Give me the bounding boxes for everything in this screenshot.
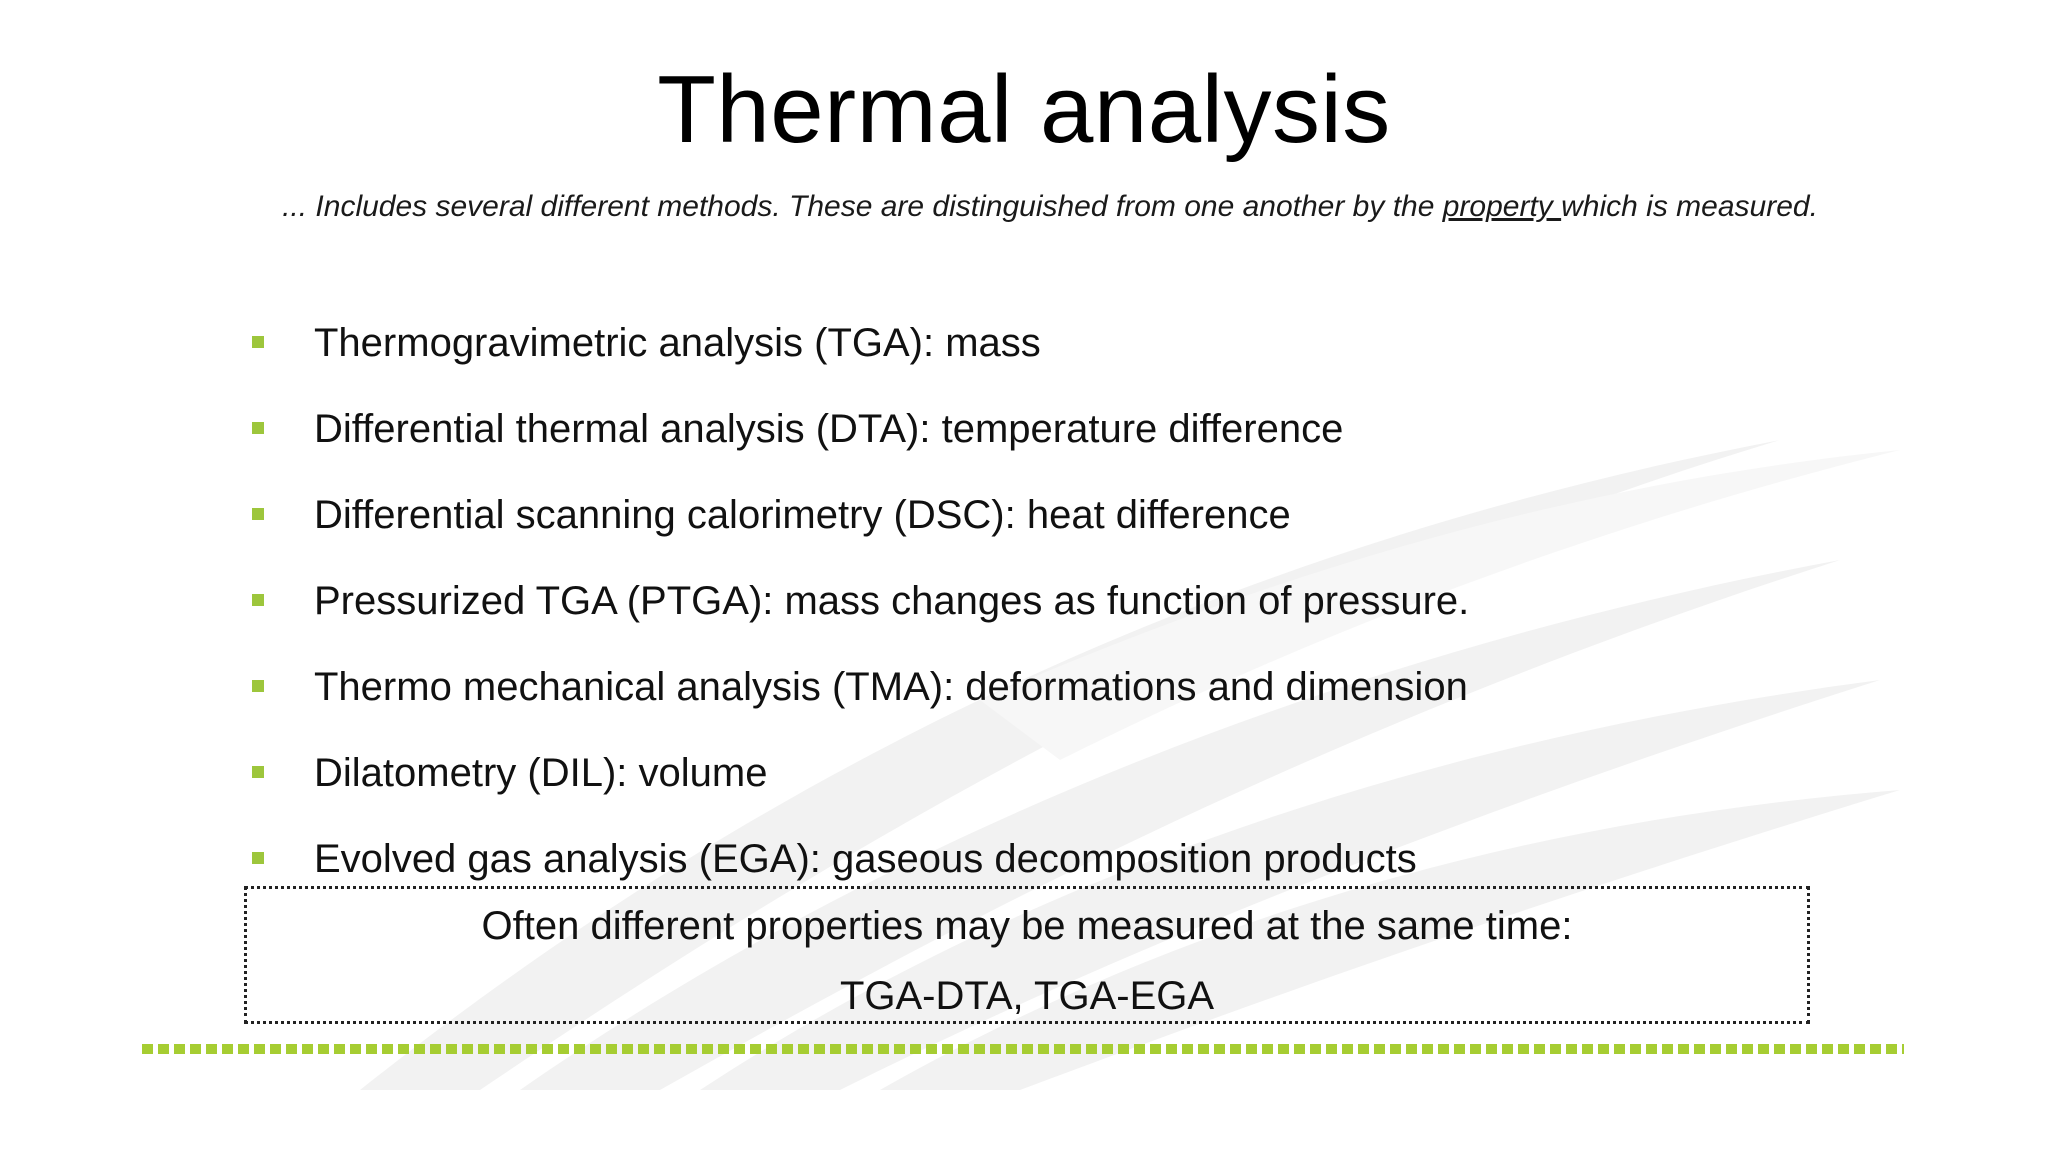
note-text: Often different properties may be measured at the same time: <box>481 904 1573 948</box>
method-text: Thermo mechanical analysis (TMA): deformations and dimension <box>314 665 1468 709</box>
method-text: Thermogravimetric analysis (TGA): mass <box>314 321 1041 365</box>
square-bullet-icon <box>252 594 264 606</box>
method-text: Pressurized TGA (PTGA): mass changes as function of pressure. <box>314 579 1470 623</box>
method-text: Differential thermal analysis (DTA): temperature difference <box>314 407 1344 451</box>
list-item <box>248 558 1848 644</box>
method-text: Dilatometry (DIL): volume <box>314 751 768 795</box>
slide-title: Thermal analysis <box>657 56 1391 163</box>
square-bullet-icon <box>252 852 264 864</box>
list-item <box>248 386 1848 472</box>
method-list <box>248 300 1848 902</box>
footer-dotted-divider <box>142 1044 1904 1054</box>
square-bullet-icon <box>252 422 264 434</box>
list-item <box>248 472 1848 558</box>
square-bullet-icon <box>252 508 264 520</box>
method-text: Differential scanning calorimetry (DSC): heat difference <box>314 493 1291 537</box>
subtitle-underlined-word: property <box>1442 190 1562 223</box>
subtitle-text-start: ... Includes several different methods. These are distinguished from one another by the <box>282 190 1443 223</box>
list-item <box>248 300 1848 386</box>
square-bullet-icon <box>252 680 264 692</box>
square-bullet-icon <box>252 766 264 778</box>
square-bullet-icon <box>252 336 264 348</box>
note-box <box>244 886 1810 1024</box>
note-examples: TGA-DTA, TGA-EGA <box>839 974 1215 1018</box>
subtitle-text-end: which is measured. <box>1561 190 1818 223</box>
method-text: Evolved gas analysis (EGA): gaseous decomposition products <box>314 837 1417 881</box>
list-item <box>248 730 1848 816</box>
slide-subtitle <box>280 190 1820 224</box>
list-item <box>248 644 1848 730</box>
